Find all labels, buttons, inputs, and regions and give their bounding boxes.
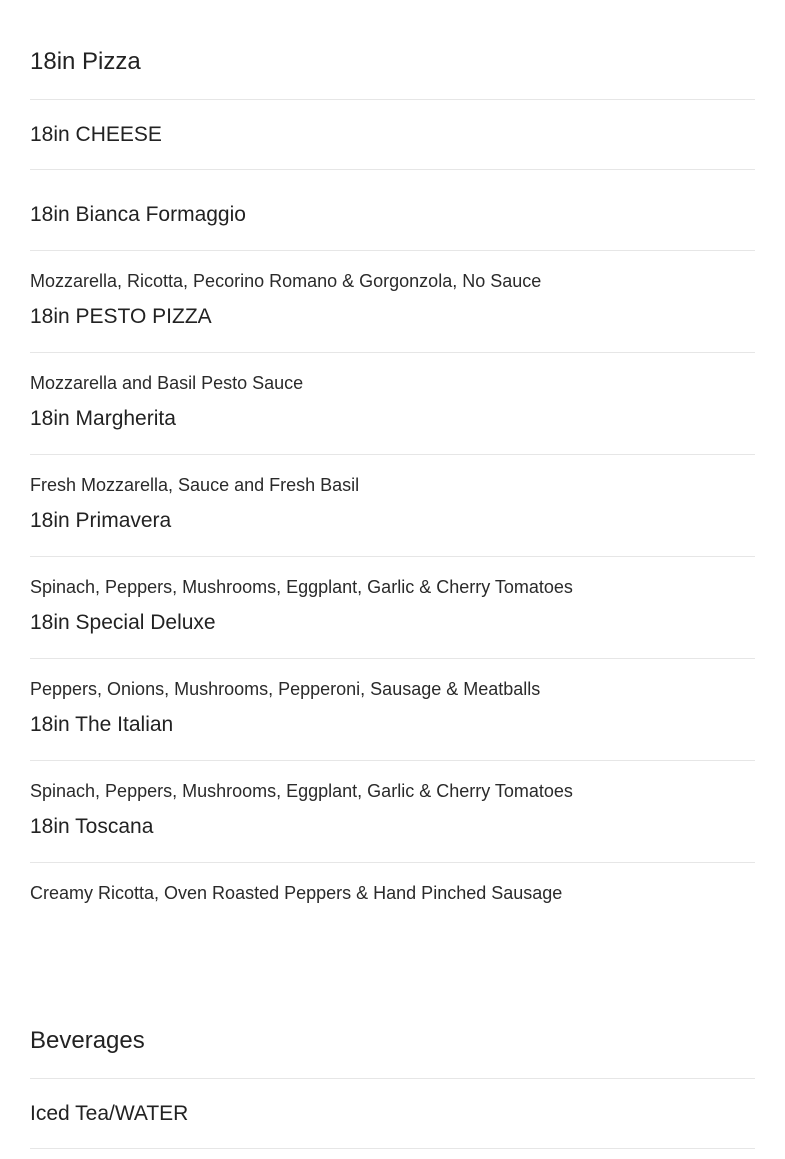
section-title-beverages: Beverages bbox=[30, 1027, 145, 1054]
section-title-pizza: 18in Pizza bbox=[30, 48, 141, 75]
divider bbox=[30, 1078, 755, 1079]
menu-item-description: Creamy Ricotta, Oven Roasted Peppers & Hand Pinched Sausage bbox=[30, 883, 563, 903]
menu-item-description: Mozzarella, Ricotta, Pecorino Romano & Gorgonzola, No Sauce bbox=[30, 271, 542, 291]
menu-item-pesto-pizza[interactable]: 18in PESTO PIZZA bbox=[30, 305, 212, 328]
divider bbox=[30, 1148, 755, 1149]
divider bbox=[30, 99, 755, 100]
divider bbox=[30, 658, 755, 659]
divider bbox=[30, 169, 755, 170]
menu-item-description: Fresh Mozzarella, Sauce and Fresh Basil bbox=[30, 475, 360, 495]
divider bbox=[30, 760, 755, 761]
divider bbox=[30, 862, 755, 863]
menu-item-iced-tea-water[interactable]: Iced Tea/WATER bbox=[30, 1102, 189, 1125]
menu-item-description: Spinach, Peppers, Mushrooms, Eggplant, Garlic & Cherry Tomatoes bbox=[30, 781, 573, 801]
divider bbox=[30, 352, 755, 353]
menu-item-description: Spinach, Peppers, Mushrooms, Eggplant, Garlic & Cherry Tomatoes bbox=[30, 577, 573, 597]
divider bbox=[30, 556, 755, 557]
menu-item-description: Mozzarella and Basil Pesto Sauce bbox=[30, 373, 304, 393]
menu-item-toscana[interactable]: 18in Toscana bbox=[30, 815, 154, 838]
divider bbox=[30, 250, 755, 251]
menu-item-special-deluxe[interactable]: 18in Special Deluxe bbox=[30, 611, 216, 634]
menu-item-the-italian[interactable]: 18in The Italian bbox=[30, 713, 174, 736]
menu-item-cheese[interactable]: 18in CHEESE bbox=[30, 123, 162, 146]
menu-item-bianca-formaggio[interactable]: 18in Bianca Formaggio bbox=[30, 203, 246, 226]
divider bbox=[30, 454, 755, 455]
menu-item-description: Peppers, Onions, Mushrooms, Pepperoni, Sausage & Meatballs bbox=[30, 679, 541, 699]
menu-item-primavera[interactable]: 18in Primavera bbox=[30, 509, 172, 532]
menu-item-margherita[interactable]: 18in Margherita bbox=[30, 407, 176, 430]
